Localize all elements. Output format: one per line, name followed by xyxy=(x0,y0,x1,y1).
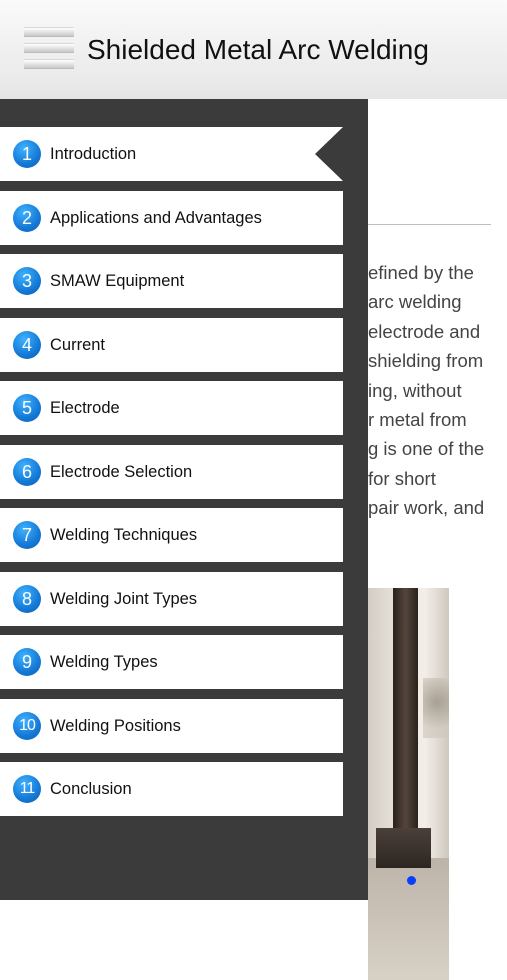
menu-item-label: SMAW Equipment xyxy=(50,271,185,290)
menu-item-welding-techniques[interactable] xyxy=(0,508,343,562)
menu-item-label: Welding Joint Types xyxy=(50,589,198,608)
number-badge-icon: 4 xyxy=(13,331,41,359)
section-divider xyxy=(368,224,491,225)
number-badge-icon: 8 xyxy=(13,585,41,613)
body-text-line: electrode and xyxy=(368,320,481,342)
number-badge-icon: 7 xyxy=(13,521,41,549)
menu-item-current[interactable] xyxy=(0,318,343,372)
menu-item-applications-and-advantages[interactable] xyxy=(0,191,343,245)
hamburger-menu-icon[interactable] xyxy=(24,27,74,69)
number-badge-icon: 11 xyxy=(13,775,41,803)
number-badge-icon: 6 xyxy=(13,458,41,486)
photo-background-trees xyxy=(423,678,449,738)
article-body-text xyxy=(368,258,503,523)
body-text-line: pair work, and xyxy=(368,497,485,519)
menu-bar xyxy=(24,59,74,69)
body-text-line: shielding from xyxy=(368,350,484,372)
menu-item-introduction[interactable] xyxy=(0,127,343,181)
menu-item-electrode[interactable] xyxy=(0,381,343,435)
body-text-line: r metal from xyxy=(368,408,467,430)
number-badge-icon: 2 xyxy=(13,204,41,232)
menu-item-welding-types[interactable] xyxy=(0,635,343,689)
menu-item-welding-positions[interactable] xyxy=(0,699,343,753)
number-badge-icon: 1 xyxy=(13,140,41,168)
menu-item-label: Conclusion xyxy=(50,779,132,798)
body-text-line: efined by the xyxy=(368,262,474,283)
menu-item-label: Electrode Selection xyxy=(50,462,193,481)
menu-item-label: Welding Types xyxy=(50,652,158,671)
navigation-drawer xyxy=(0,99,368,900)
number-badge-icon: 5 xyxy=(13,394,41,422)
menu-item-electrode-selection[interactable] xyxy=(0,445,343,499)
menu-item-smaw-equipment[interactable] xyxy=(0,254,343,308)
page-indicator-dot[interactable] xyxy=(407,876,416,885)
menu-item-conclusion[interactable] xyxy=(0,762,343,816)
menu-item-label: Electrode xyxy=(50,398,120,417)
number-badge-icon: 3 xyxy=(13,267,41,295)
menu-item-label: Applications and Advantages xyxy=(50,208,262,227)
menu-item-welding-joint-types[interactable] xyxy=(0,572,343,626)
body-text-line: for short xyxy=(368,467,436,489)
body-text-line: arc welding xyxy=(368,291,462,313)
photo-steel-beam xyxy=(393,588,418,833)
menu-item-label: Welding Techniques xyxy=(50,525,198,544)
number-badge-icon: 9 xyxy=(13,648,41,676)
body-text-line: ing, without xyxy=(368,379,462,401)
menu-bar xyxy=(24,27,74,37)
menu-item-label: Introduction xyxy=(50,144,137,163)
page-title: Shielded Metal Arc Welding xyxy=(87,34,429,65)
photo-weld-base xyxy=(376,828,431,868)
menu-item-label: Current xyxy=(50,335,106,354)
menu-bar xyxy=(24,43,74,53)
app-header xyxy=(0,0,507,99)
number-badge-icon: 10 xyxy=(13,712,41,740)
menu-item-label: Welding Positions xyxy=(50,716,181,735)
welding-photo xyxy=(368,588,449,980)
body-text-line: g is one of the xyxy=(368,438,485,460)
